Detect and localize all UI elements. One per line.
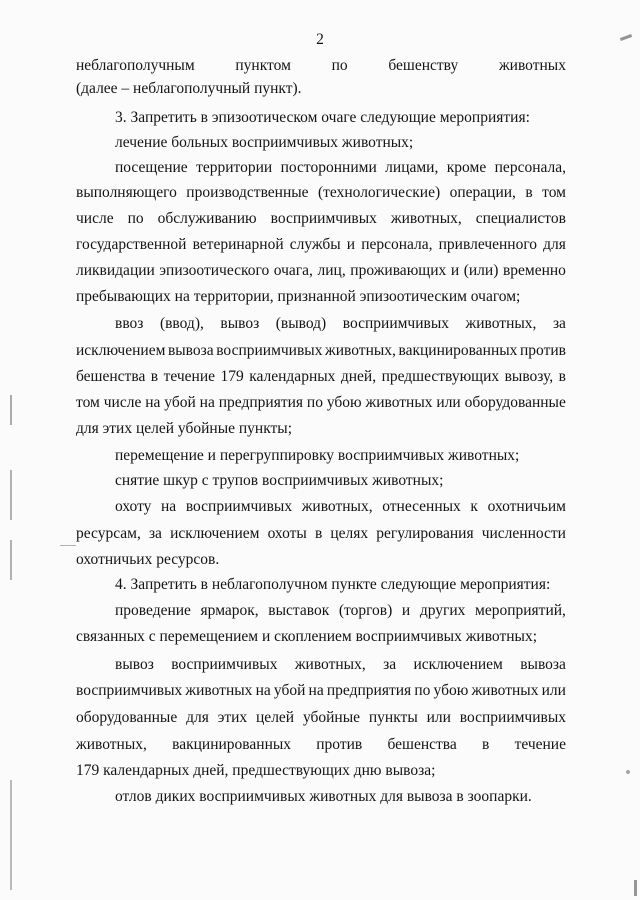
word: ликвидации (76, 262, 155, 279)
scan-artifact (10, 470, 12, 520)
word: животных, (325, 342, 396, 359)
text-line-23: связанных с перемещением и скоплением восприимчивых животных; (76, 628, 537, 645)
text-line-1 (76, 56, 566, 76)
text-line-13 (76, 367, 566, 387)
text-line-28: 179 календарных дней, предшествующих дню вывоза; (76, 762, 436, 779)
word: животных (365, 394, 433, 411)
word: лиц, (317, 262, 346, 279)
word: обслуживанию (157, 210, 257, 227)
word: в (525, 184, 533, 201)
text-line-5 (115, 158, 566, 178)
word: 179 (220, 368, 244, 385)
word: бешенства (387, 736, 457, 753)
word: ввоз (115, 315, 144, 332)
word: восприимчивых (342, 315, 449, 332)
word: отнесенных (382, 498, 461, 515)
word: и (401, 602, 411, 619)
word: исключением (170, 525, 260, 542)
word: убою (326, 394, 362, 411)
word: исключением (76, 342, 166, 359)
word: ветеринарной (192, 236, 284, 253)
word: на (145, 394, 161, 411)
word: по (414, 682, 431, 699)
word: операции, (449, 184, 516, 201)
text-line-19 (76, 524, 566, 544)
word: убойные (302, 709, 361, 726)
word: в (558, 368, 566, 385)
word: (или) (463, 262, 499, 279)
word: убою (433, 682, 469, 699)
text-line-2: (далее – неблагополучный пункт). (76, 80, 302, 97)
word: восприимчивых (76, 682, 183, 699)
text-line-4: лечение больных восприимчивых животных; (115, 134, 414, 151)
text-line-7 (76, 209, 566, 229)
word: числе (76, 210, 114, 227)
word: животных, (294, 656, 366, 673)
word: в (482, 736, 490, 753)
word: пунктом (235, 57, 291, 74)
text-line-24 (115, 655, 566, 675)
text-line-12 (76, 341, 566, 361)
word: (торгов) (338, 602, 393, 619)
word: и (346, 236, 356, 253)
text-line-14 (76, 393, 566, 413)
word: к (470, 498, 478, 515)
word: животных, (301, 498, 373, 515)
text-line-20: охотничьих ресурсов. (76, 551, 220, 568)
word: бешенству (388, 57, 459, 74)
word: вакцинированных (172, 736, 292, 753)
word: предприятия (326, 682, 412, 699)
word: оборудованные (464, 394, 566, 411)
word: календарных (249, 368, 336, 385)
text-line-25 (76, 681, 566, 701)
scan-artifact (10, 395, 12, 425)
word: (ввод), (159, 315, 204, 332)
word: посторонними (280, 159, 377, 176)
scan-artifact (634, 880, 637, 896)
word: бешенства (76, 368, 146, 385)
text-line-17: снятие шкур с трупов восприимчивых животных; (115, 472, 444, 489)
word: том (76, 394, 100, 411)
word: восприимчивых (185, 498, 293, 515)
word: мероприятий, (475, 602, 566, 619)
word: восприимчивых (171, 656, 278, 673)
word: в (314, 525, 323, 542)
word: охоту (115, 498, 152, 515)
word: персонала, (361, 236, 433, 253)
text-line-15: для этих целей убойные пункты; (76, 420, 293, 437)
scan-artifact (626, 770, 630, 774)
word: восприимчивых (459, 709, 566, 726)
word: территории (196, 159, 273, 176)
word: (технологические) (318, 184, 441, 201)
word: ярмарок, (200, 602, 259, 619)
word: численности (481, 525, 566, 542)
scan-artifact (10, 780, 12, 890)
word: временно (502, 262, 566, 279)
word: вывоза (520, 656, 566, 673)
scan-artifact (10, 540, 12, 580)
word: за (383, 656, 397, 673)
word: животных, (76, 736, 147, 753)
word: других (419, 602, 466, 619)
word: предприятия (218, 394, 304, 411)
word: кроме (446, 159, 487, 176)
word: за (148, 525, 162, 542)
word: на (161, 498, 177, 515)
paragraph-4-heading: 4. Запретить в неблагополучном пункте следующие мероприятия: (115, 576, 551, 593)
word: проживающих (350, 262, 447, 279)
word: убой (164, 394, 196, 411)
paragraph-3-heading: 3. Запретить в эпизоотическом очаге следующие мероприятия: (115, 109, 530, 126)
word: предшествующих (381, 368, 500, 385)
text-line-26 (76, 708, 566, 728)
word: на (255, 682, 271, 699)
word: по (306, 394, 323, 411)
word: числе (103, 394, 142, 411)
word: или (426, 709, 451, 726)
word: охоты (267, 525, 307, 542)
word: целей (256, 709, 295, 726)
word: животных, (465, 315, 537, 332)
word: специалистов (475, 210, 566, 227)
word: (вывод) (275, 315, 327, 332)
word: убой (273, 682, 306, 699)
word: оборудованные (76, 709, 178, 726)
word: восприимчивых (270, 210, 377, 227)
word: вывоза (167, 342, 214, 359)
word: или (436, 394, 461, 411)
word: на (199, 394, 215, 411)
word: дней, (340, 368, 377, 385)
word: государственной (76, 236, 187, 253)
text-line-10: пребывающих на территории, признанной эпизоотическим очагом; (76, 288, 521, 305)
page-number: 2 (316, 31, 324, 48)
word: против (519, 342, 566, 359)
word: животных (498, 57, 566, 74)
word: восприимчивых (216, 342, 323, 359)
word: течение (514, 736, 566, 753)
word: очага, (273, 262, 313, 279)
word: на (308, 682, 324, 699)
text-line-18 (115, 497, 566, 517)
word: охотничьим (487, 498, 566, 515)
word: вывозу, (504, 368, 554, 385)
word: лицами, (385, 159, 439, 176)
text-line-8 (76, 235, 566, 255)
word: течение (163, 368, 216, 385)
text-line-16: перемещение и перегруппировку восприимчивых животных; (115, 447, 520, 464)
word: этих (217, 709, 248, 726)
word: за (552, 315, 566, 332)
word: вывоз (220, 315, 260, 332)
text-line-27 (76, 735, 566, 755)
word: для (543, 236, 566, 253)
word: по (127, 210, 144, 227)
word: против (316, 736, 363, 753)
text-line-6 (76, 183, 566, 203)
word: по (331, 57, 348, 74)
word: том (542, 184, 566, 201)
text-line-9 (76, 261, 566, 281)
word: персонала, (494, 159, 566, 176)
word: целях (330, 525, 369, 542)
word: эпизоотического (159, 262, 270, 279)
word: выставок (268, 602, 330, 619)
text-line-29: отлов диких восприимчивых животных для вывоза в зоопарки. (115, 788, 532, 805)
word: животных, (390, 210, 462, 227)
word: неблагополучным (76, 57, 195, 74)
word: пункты (368, 709, 418, 726)
word: и (450, 262, 460, 279)
word: посещение (115, 159, 188, 176)
word: или (541, 682, 566, 699)
text-line-11 (115, 314, 566, 334)
scan-artifact (60, 545, 76, 546)
word: животных (185, 682, 253, 699)
word: в (150, 368, 159, 385)
word: регулирования (376, 525, 474, 542)
word: производственные (186, 184, 309, 201)
text-line-22 (115, 601, 566, 621)
word: для (186, 709, 209, 726)
word: службы (289, 236, 341, 253)
word: животных (471, 682, 539, 699)
word: выполняющего (76, 184, 177, 201)
word: исключением (413, 656, 503, 673)
word: вывоз (115, 656, 154, 673)
word: вакцинированных (398, 342, 518, 359)
word: ресурсам, (76, 525, 141, 542)
word: проведение (115, 602, 191, 619)
word: привлеченного (438, 236, 538, 253)
